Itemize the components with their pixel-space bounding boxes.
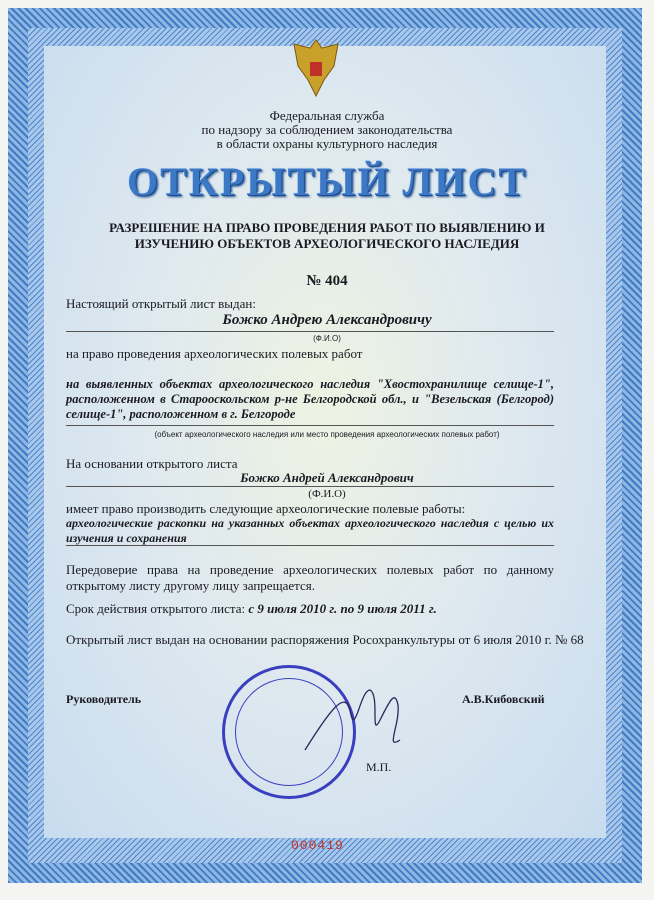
divider xyxy=(66,486,554,487)
order-basis: Открытый лист выдан на основании распоряжения Росохранкультуры от 6 июля 2010 г. № 68 xyxy=(66,632,584,647)
validity-value: с 9 июля 2010 г. по 9 июля 2011 г. xyxy=(248,601,437,616)
head-name: А.В.Кибовский xyxy=(462,692,545,706)
transfer-prohibited-text: Передоверие права на проведение археологических полевых работ по данному открытому листу другому лицу запрещается. xyxy=(66,562,554,593)
works-label: имеет право производить следующие археологические полевые работы: xyxy=(66,501,466,516)
works-text: археологические раскопки на указанных объектах археологического наследия с целью их изучения и сохранения xyxy=(66,516,554,545)
seal-place-label: М.П. xyxy=(366,760,392,774)
validity-label: Срок действия открытого листа: xyxy=(66,601,246,616)
validity xyxy=(66,601,437,617)
agency-line-1: Федеральная служба xyxy=(269,108,385,123)
agency-line-2: по надзору за соблюдением законодательства xyxy=(201,122,453,137)
objects-text: на выявленных объектах археологического наследия "Хвостохранилище селище-1", расположенном в Старооскольском р-не Белгородской обл., и "Везельская (Белгород) селище-1", расположенном в г. Белгороде xyxy=(66,377,554,421)
head-label: Руководитель xyxy=(66,692,142,706)
serial-number: 000419 xyxy=(291,838,344,853)
coat-of-arms-icon xyxy=(288,36,344,100)
right-label: на право проведения археологических полевых работ xyxy=(66,346,363,361)
signature-icon xyxy=(300,670,410,780)
fio-caption-2: (Ф.И.О) xyxy=(308,488,346,500)
divider xyxy=(66,545,554,546)
holder-name-nominative: Божко Андрей Александрович xyxy=(240,470,414,485)
agency-line-3: в области охраны культурного наследия xyxy=(216,136,438,151)
objects-caption: (объект археологического наследия или место проведения археологических полевых работ) xyxy=(154,430,500,439)
holder-name: Божко Андрею Александровичу xyxy=(222,312,432,328)
issued-to-label: Настоящий открытый лист выдан: xyxy=(66,296,256,311)
document-number: № 404 xyxy=(306,273,348,289)
fio-caption: (Ф.И.О) xyxy=(313,334,341,343)
divider xyxy=(66,331,554,332)
basis-label: На основании открытого листа xyxy=(66,456,238,471)
document-title: ОТКРЫТЫЙ ЛИСТ xyxy=(126,159,528,204)
divider xyxy=(66,425,554,426)
subtitle-line-1: РАЗРЕШЕНИЕ НА ПРАВО ПРОВЕДЕНИЯ РАБОТ ПО ВЫЯВЛЕНИЮ И xyxy=(109,220,545,235)
subtitle-line-2: ИЗУЧЕНИЮ ОБЪЕКТОВ АРХЕОЛОГИЧЕСКОГО НАСЛЕДИЯ xyxy=(134,236,520,251)
